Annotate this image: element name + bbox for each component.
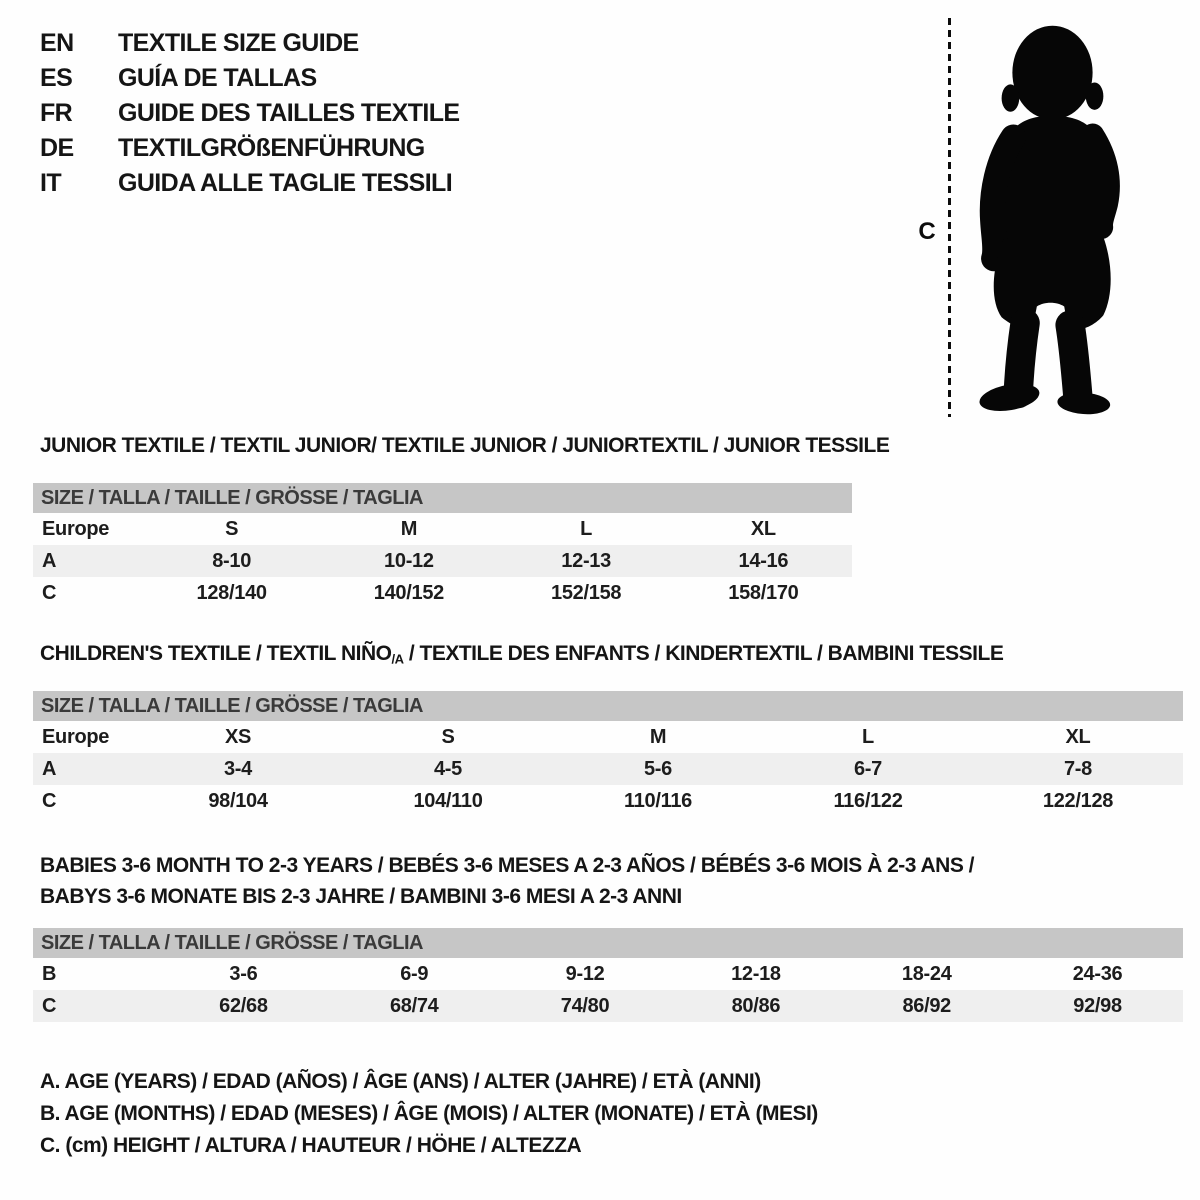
table-cell: 3-4 <box>223 757 252 780</box>
row-label: A <box>42 549 57 572</box>
table-cell: XL <box>1065 725 1091 748</box>
lang-code: IT <box>40 169 62 197</box>
table-cell: 10-12 <box>384 549 434 572</box>
table-cell: 3-6 <box>229 962 258 985</box>
table-cell: L <box>580 517 593 540</box>
size-table-junior <box>33 483 852 609</box>
section-title-children <box>40 642 1003 667</box>
row-label: Europe <box>42 725 110 748</box>
row-label: B <box>42 962 57 985</box>
title-line-2: BABYS 3-6 MONATE BIS 2-3 JAHRE / BAMBINI 3-6 MESI A 2-3 ANNI <box>40 885 682 908</box>
table-cell: 110/116 <box>624 789 692 812</box>
table-cell: 98/104 <box>208 789 268 812</box>
guide-title-fr: GUIDE DES TAILLES TEXTILE <box>118 99 460 127</box>
table-header-bar: SIZE / TALLA / TAILLE / GRÖSSE / TAGLIA <box>33 928 1183 958</box>
table-cell: 24-36 <box>1072 962 1123 985</box>
lang-row-de <box>40 131 460 166</box>
size-table-babies <box>33 928 1183 1022</box>
table-cell: 6-9 <box>400 962 429 985</box>
row-label: C <box>42 789 57 812</box>
language-title-list <box>40 26 460 201</box>
row-label: Europe <box>42 517 110 540</box>
legend-line-c: C. (cm) HEIGHT / ALTURA / HAUTEUR / HÖHE / ALTEZZA <box>40 1134 582 1157</box>
legend-line-a: A. AGE (YEARS) / EDAD (AÑOS) / ÂGE (ANS) / ALTER (JAHRE) / ETÀ (ANNI) <box>40 1070 761 1093</box>
table-cell: 5-6 <box>643 757 672 780</box>
toddler-silhouette-icon <box>966 12 1138 418</box>
table-cell: 9-12 <box>565 962 605 985</box>
table-cell: 74/80 <box>560 994 610 1017</box>
table-cell: 140/152 <box>373 581 444 604</box>
table-cell: 12-18 <box>731 962 781 985</box>
table-cell: 14-16 <box>738 549 789 572</box>
lang-row-fr <box>40 96 460 131</box>
table-header-bar: SIZE / TALLA / TAILLE / GRÖSSE / TAGLIA <box>33 483 852 513</box>
height-measure-label: C <box>918 218 936 245</box>
measure-legend <box>40 1066 818 1162</box>
lang-row-it <box>40 166 460 201</box>
row-label: C <box>42 581 57 604</box>
table-row-height <box>33 785 1183 817</box>
table-cell: XL <box>750 517 776 540</box>
table-cell: 158/170 <box>728 581 799 604</box>
table-row-height <box>33 577 852 609</box>
table-row-age <box>33 753 1183 785</box>
table-cell: L <box>862 725 874 748</box>
table-cell: 128/140 <box>196 581 267 604</box>
table-cell: 62/68 <box>219 994 268 1017</box>
table-cell: 4-5 <box>433 757 462 780</box>
section-title-babies <box>40 850 974 912</box>
table-row-months <box>33 958 1183 990</box>
guide-title-it: GUIDA ALLE TAGLIE TESSILI <box>118 169 453 197</box>
size-table-children <box>33 691 1183 817</box>
table-cell: 8-10 <box>212 549 252 572</box>
lang-row-es <box>40 61 460 96</box>
table-cell: 122/128 <box>1042 789 1114 812</box>
table-cell: M <box>649 725 667 748</box>
table-cell: 18-24 <box>901 962 952 985</box>
table-cell: 152/158 <box>551 581 622 604</box>
row-label: A <box>42 757 57 780</box>
table-cell: 104/110 <box>413 789 483 812</box>
table-header-bar: SIZE / TALLA / TAILLE / GRÖSSE / TAGLIA <box>33 691 1183 721</box>
lang-code: ES <box>40 64 73 92</box>
lang-code: FR <box>40 99 73 127</box>
table-cell: 80/86 <box>731 994 781 1017</box>
guide-title-en: TEXTILE SIZE GUIDE <box>118 29 359 57</box>
table-cell: 7-8 <box>1063 757 1092 780</box>
table-cell: S <box>225 517 239 540</box>
table-cell: M <box>400 517 418 540</box>
lang-code: EN <box>40 29 74 57</box>
lang-code: DE <box>40 134 74 162</box>
table-row-europe <box>33 721 1183 753</box>
table-row-europe <box>33 513 852 545</box>
row-label: C <box>42 994 57 1017</box>
guide-title-es: GUÍA DE TALLAS <box>118 64 317 92</box>
table-cell: 12-13 <box>561 549 611 572</box>
table-cell: S <box>441 725 455 748</box>
table-cell: 116/122 <box>833 789 903 812</box>
table-cell: XS <box>224 725 252 748</box>
table-row-height <box>33 990 1183 1022</box>
legend-line-b: B. AGE (MONTHS) / EDAD (MESES) / ÂGE (MOIS) / ALTER (MONATE) / ETÀ (MESI) <box>40 1102 818 1125</box>
table-row-age <box>33 545 852 577</box>
height-dashed-line <box>948 18 951 417</box>
guide-title-de: TEXTILGRÖßENFÜHRUNG <box>118 134 425 162</box>
title-part: CHILDREN'S TEXTILE / TEXTIL NIÑO <box>40 642 392 665</box>
title-part: / TEXTILE DES ENFANTS / KINDERTEXTIL / BAMBINI TESSILE <box>403 642 1004 665</box>
lang-row-en <box>40 26 460 61</box>
table-cell: 86/92 <box>902 994 951 1017</box>
section-title-junior: JUNIOR TEXTILE / TEXTIL JUNIOR/ TEXTILE JUNIOR / JUNIORTEXTIL / JUNIOR TESSILE <box>40 434 890 457</box>
title-line-1: BABIES 3-6 MONTH TO 2-3 YEARS / BEBÉS 3-6 MESES A 2-3 AÑOS / BÉBÉS 3-6 MOIS À 2-3 ANS / <box>40 854 975 877</box>
table-cell: 92/98 <box>1073 994 1122 1017</box>
title-sub: /A <box>391 651 404 667</box>
table-cell: 68/74 <box>389 994 439 1017</box>
table-cell: 6-7 <box>853 757 882 780</box>
